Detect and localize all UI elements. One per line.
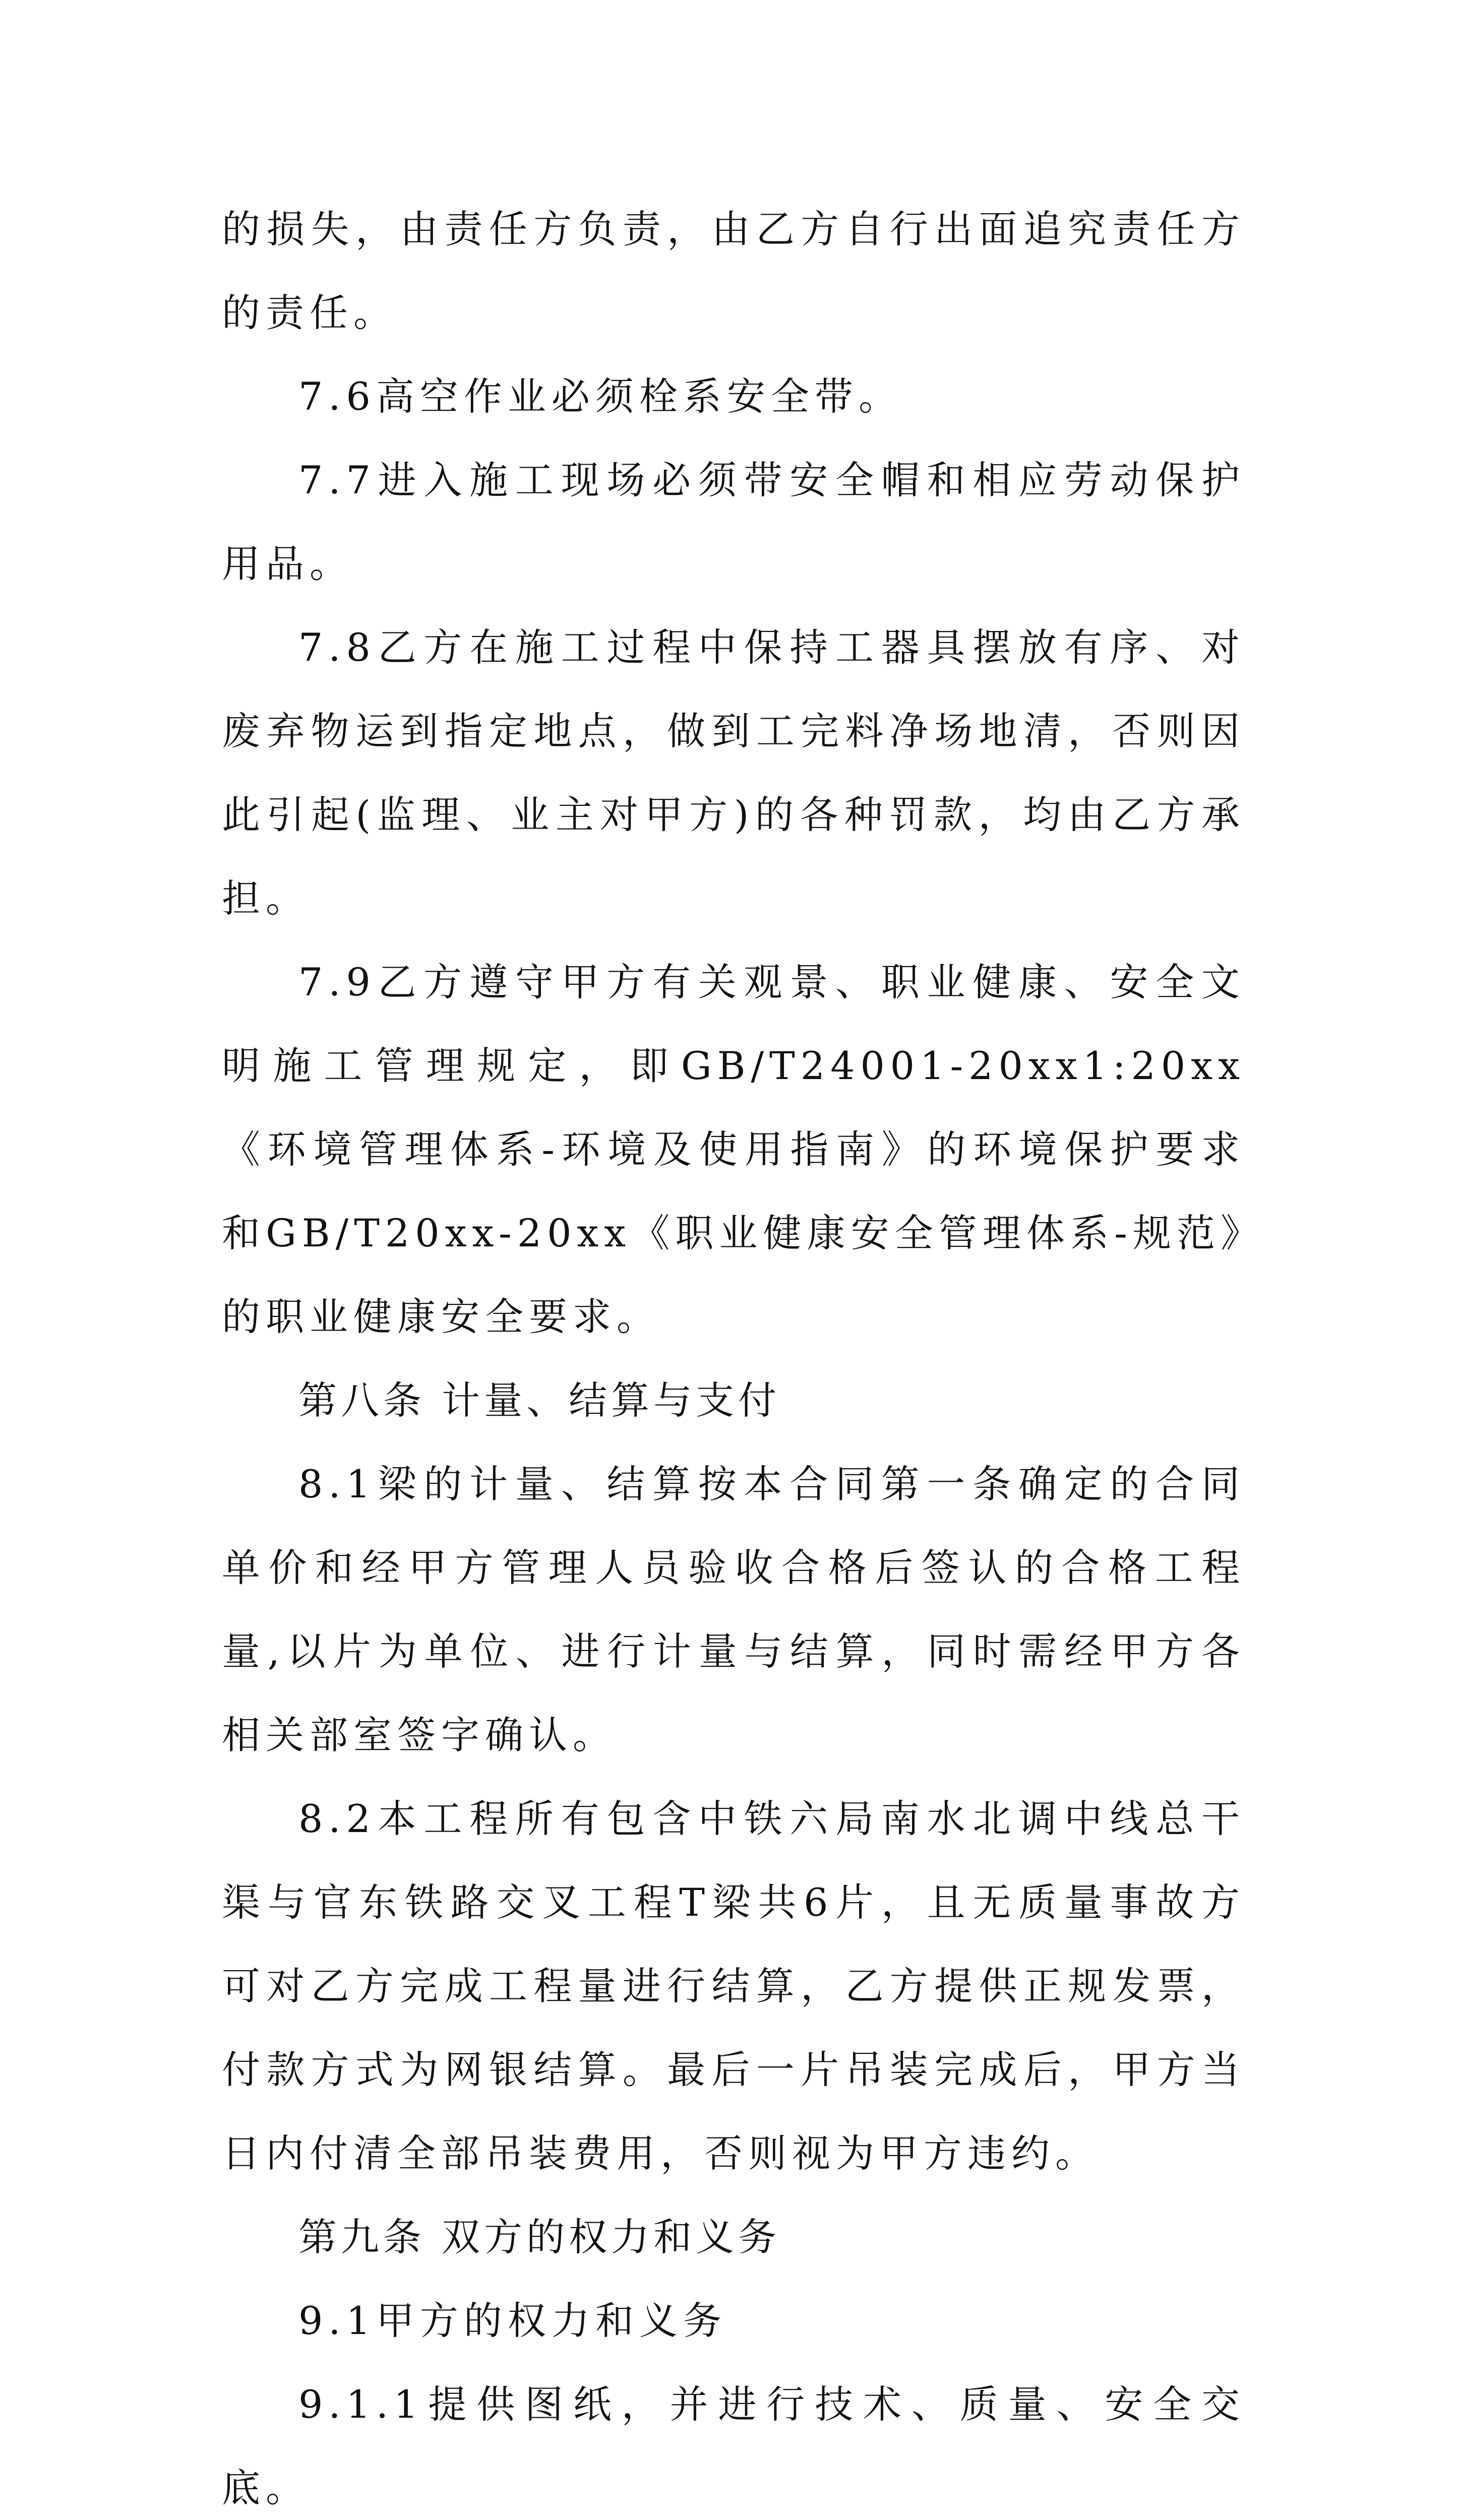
article-9-heading: 第九条 双方的权力和义务	[298, 2215, 781, 2259]
clause-7-9: 7.9乙方遵守甲方有关观景、职业健康、安全文明施工管理规定，即GB/T24001-20xx1:20xx《环境管理体系-环境及使用指南》的环境保护要求和GB/T20xx-20xx《职业健康安全管理体系-规范》的职业健康安全要求。	[222, 960, 1245, 1339]
clause-8-1: 8.1梁的计量、结算按本合同第一条确定的合同单价和经甲方管理人员验收合格后签认的合格工程量,以片为单位、进行计量与结算，同时需经甲方各相关部室签字确认。	[222, 1462, 1245, 1757]
document-body	[222, 187, 1245, 2520]
article-8-heading: 第八条 计量、结算与支付	[298, 1378, 781, 1423]
clause-7-8: 7.8乙方在施工过程中保持工器具摆放有序、对废弃物运到指定地点，做到工完料净场地清，否则因此引起(监理、业主对甲方)的各种罚款，均由乙方承担。	[222, 625, 1245, 921]
clause-7-7: 7.7进入施工现场必须带安全帽和相应劳动保护用品。	[222, 458, 1245, 586]
clause-9-1: 9.1甲方的权力和义务	[298, 2298, 727, 2343]
paragraph-continuation: 的损失，由责任方负责，由乙方自行出面追究责任方的责任。	[222, 207, 1245, 335]
clause-8-2: 8.2本工程所有包含中铁六局南水北调中线总干渠与官东铁路交叉工程T梁共6片，且无质量事故方可对乙方完成工程量进行结算，乙方提供正规发票，付款方式为网银结算。最后一片吊装完成后，甲方当日内付清全部吊装费用，否则视为甲方违约。	[222, 1796, 1245, 2176]
clause-7-6: 7.6高空作业必须栓系安全带。	[298, 374, 902, 419]
clause-9-1-1: 9.1.1提供图纸，并进行技术、质量、安全交底。	[222, 2382, 1245, 2510]
